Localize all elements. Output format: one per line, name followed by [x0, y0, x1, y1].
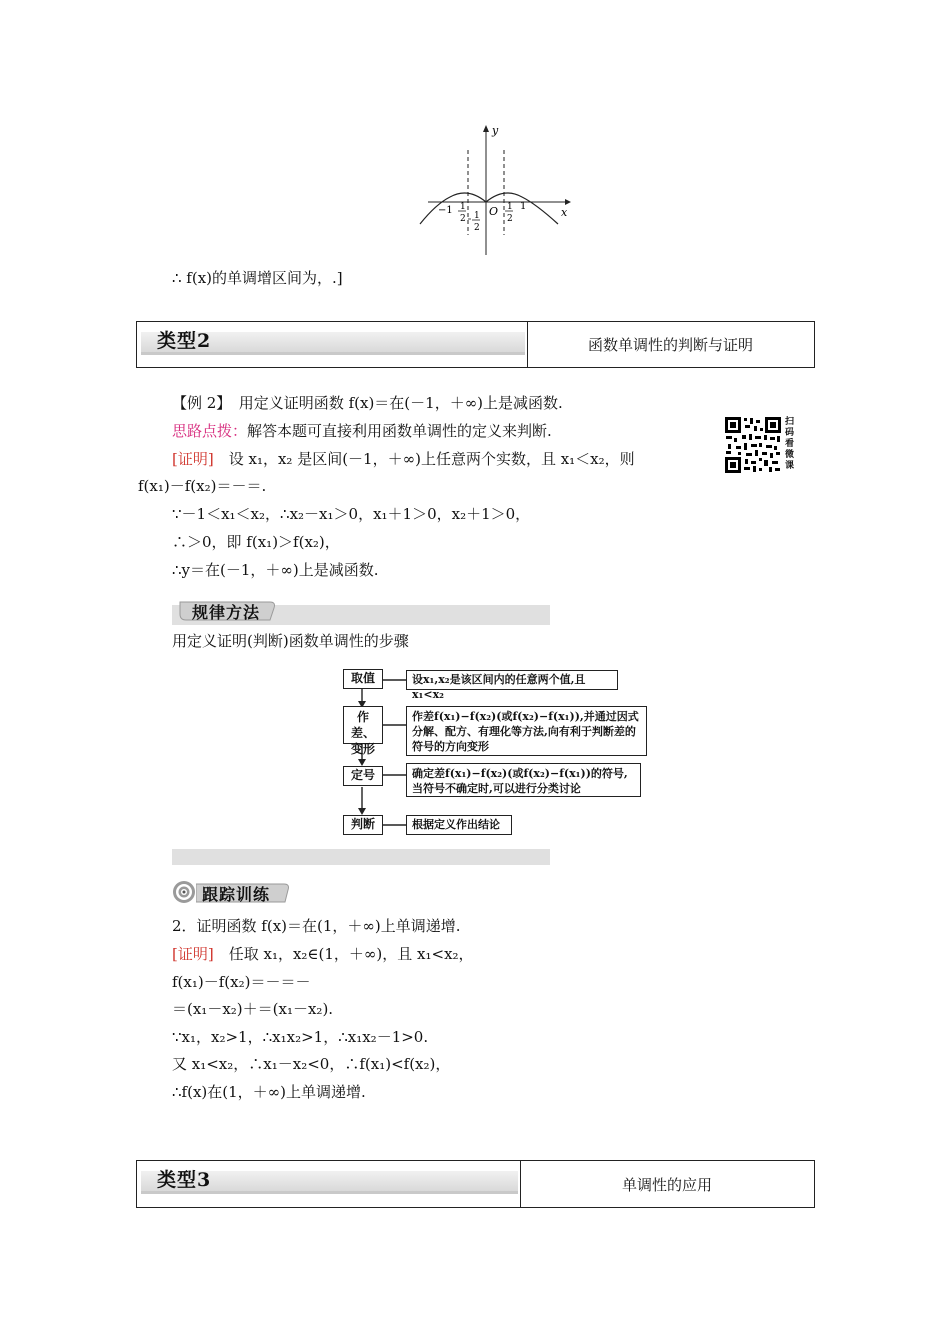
type2-title: 函数单调性的判断与证明 — [587, 336, 753, 354]
training-badge: 跟踪训练 — [202, 885, 271, 904]
proof-label: [证明] — [172, 450, 214, 468]
frac-pos-den: 2 — [507, 214, 513, 224]
frac-b-den: 2 — [474, 223, 480, 233]
proof-line-3: ∵－1＜x₁＜x₂，∴x₂－x₁＞0，x₁＋1＞0，x₂＋1＞0， — [172, 505, 531, 523]
example2-statement: 【例 2】 用定义证明函数 f(x)＝在(－1，＋∞)上是减函数. — [172, 394, 563, 412]
flow-step-3-key: 定号 — [343, 766, 383, 786]
frac-pos-num: 1 — [507, 202, 513, 212]
training-proof-line-5: 又 x₁<x₂，∴x₁－x₂<0，∴f(x₁)<f(x₂)， — [172, 1055, 451, 1073]
example2-hint — [172, 421, 552, 441]
flow-step-4-key: 判断 — [343, 815, 383, 835]
qr-caption: 扫 码 看 微 课 — [785, 417, 795, 471]
function-graph — [410, 120, 580, 260]
type3-header — [136, 1160, 815, 1208]
proof-line-2: f(x₁)－f(x₂)＝－＝. — [138, 477, 267, 495]
target-icon — [172, 880, 196, 904]
frac-a-num: 1 — [460, 202, 466, 212]
tick-neg1: −1 — [438, 205, 453, 216]
training-proof-line-4: ∵x₁，x₂>1，∴x₁x₂>1，∴x₁x₂－1>0. — [172, 1028, 429, 1046]
flow-step-2-key: 作差、变形 — [343, 706, 383, 744]
flow-step-2-desc: 作差f(x₁)−f(x₂)(或f(x₂)−f(x₁)),并通过因式分解、配方、有理化等方法,向有利于判断差的符号的方向变形 — [406, 706, 647, 756]
proof-line-4: ∴＞0，即 f(x₁)＞f(x₂)， — [172, 533, 340, 551]
method-badge: 规律方法 — [192, 603, 261, 622]
intro-line: ∴ f(x)的单调增区间为，.] — [172, 269, 343, 287]
flow-step-1-key: 取值 — [343, 669, 383, 689]
training-proof-line-2: f(x₁)－f(x₂)＝－＝－ — [172, 973, 311, 991]
hint-text: 解答本题可直接利用函数单调性的定义来判断. — [247, 422, 552, 440]
flow-step-4-desc: 根据定义作出结论 — [406, 815, 512, 835]
flow-step-3-desc: 确定差f(x₁)−f(x₂)(或f(x₂)−f(x₁))的符号,当符号不确定时,可以进行分类讨论 — [406, 763, 641, 797]
frac-b-num: 1 — [474, 211, 480, 221]
y-axis-label: y — [492, 124, 499, 137]
tick-pos1: 1 — [520, 201, 527, 212]
flow-step-1-desc: 设x₁,x₂是该区间内的任意两个值,且x₁<x₂ — [406, 670, 618, 690]
training-proof-label: [证明] — [172, 945, 214, 963]
qr-code[interactable] — [724, 416, 782, 474]
proof-line-5: ∴y＝在(－1，＋∞)上是减函数. — [172, 561, 379, 579]
training-proof-line-6: ∴f(x)在(1，＋∞)上单调递增. — [172, 1083, 366, 1101]
training-proof-line-1 — [172, 944, 474, 964]
method-intro: 用定义证明(判断)函数单调性的步骤 — [172, 632, 409, 650]
type3-label: 类型3 — [157, 1169, 212, 1191]
hint-label: 思路点拨： — [172, 422, 248, 440]
type2-header — [136, 321, 815, 368]
proof-line-1 — [172, 449, 635, 469]
type2-label: 类型2 — [157, 330, 212, 352]
method-band-bottom — [172, 849, 550, 865]
training-proof-line-3: ＝(x₁－x₂)＋＝(x₁－x₂). — [172, 1000, 334, 1018]
proof-text-1: 设 x₁，x₂ 是区间(－1，＋∞)上任意两个实数，且 x₁＜x₂，则 — [213, 450, 635, 468]
frac-a-den: 2 — [460, 214, 466, 224]
origin-label: O — [489, 205, 499, 218]
x-axis-label: x — [561, 206, 568, 219]
training-problem: 2．证明函数 f(x)＝在(1，＋∞)上单调递增. — [172, 917, 461, 935]
training-proof-text-1: 任取 x₁，x₂∈(1，＋∞)，且 x₁<x₂， — [213, 945, 474, 963]
type3-title: 单调性的应用 — [621, 1175, 712, 1194]
